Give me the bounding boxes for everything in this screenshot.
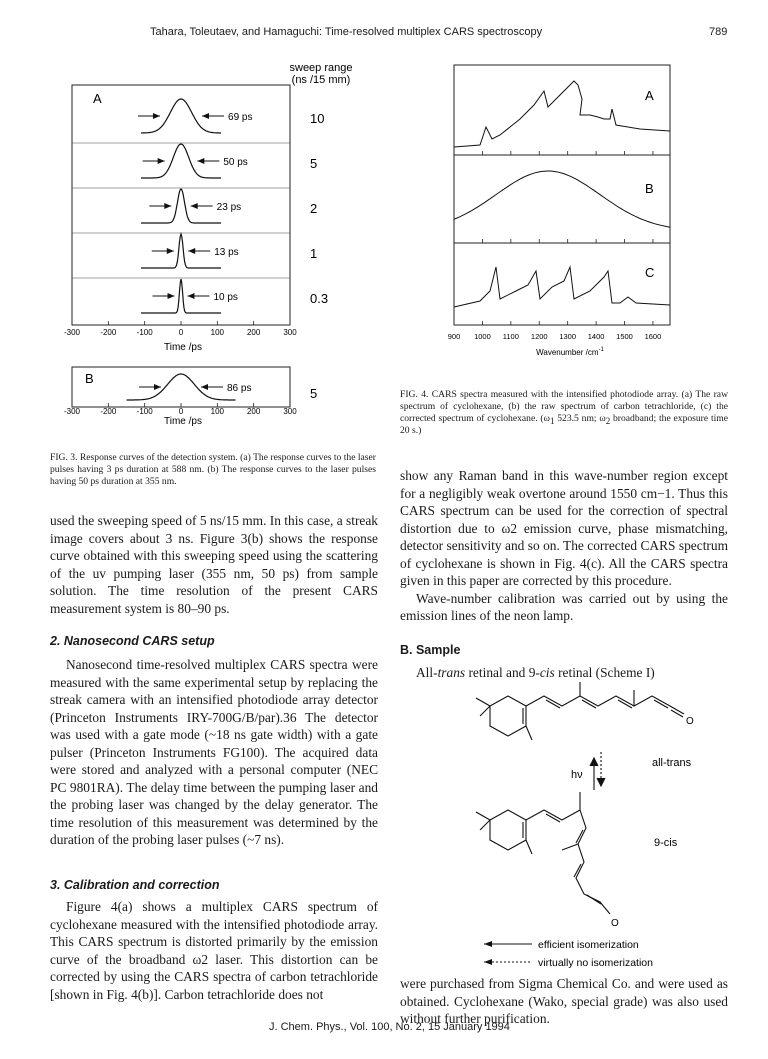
trace-label: 50 ps bbox=[223, 157, 248, 168]
right-para-3: were purchased from Sigma Chemical Co. and were used as obtained. Cyclohexane (Wako, special grade) was also used without further purification. bbox=[400, 976, 728, 1026]
panel-b-x-ticks bbox=[64, 403, 297, 416]
fig4-tick-label: 1400 bbox=[587, 332, 605, 341]
x-tick-label: 200 bbox=[246, 328, 261, 337]
spectrum-c bbox=[454, 267, 670, 307]
sweep-value: 0.3 bbox=[310, 291, 329, 306]
left-para-3: Figure 4(a) shows a multiplex CARS spectrum of cyclohexane measured with the intensified photodiode array. This CARS spectrum is distorted primarily by the emission curve of the broadband ω2 laser. This distortion can be corrected by using the CARS spectra of carbon tetrachloride [shown in Fig. 4(b)]. Carbon tetrachloride does not bbox=[50, 899, 378, 1002]
section-b-title: B. Sample bbox=[400, 643, 461, 657]
sweep-value: 1 bbox=[310, 246, 318, 261]
figure-3 bbox=[55, 55, 375, 435]
fig4-x-label: Wavenumber $/cm^{-1}$ bbox=[536, 347, 604, 357]
panel-b-frame bbox=[72, 367, 290, 407]
left-arrowhead bbox=[153, 113, 160, 119]
fig4-panel-c-frame bbox=[454, 243, 670, 325]
trace-label: 13 ps bbox=[214, 247, 239, 258]
trace-label: 69 ps bbox=[228, 112, 253, 123]
o-label-bottom: O bbox=[611, 918, 619, 929]
fig4-tick-label: 1100 bbox=[502, 332, 519, 341]
all-trans-ring bbox=[490, 696, 526, 736]
sample-line: All-trans retinal and 9-cis retinal (Scheme I) bbox=[416, 665, 655, 680]
figure-4-caption: FIG. 4. CARS spectra measured with the intensified photodiode array. (a) The raw spectrum of cyclohexane, (b) the raw spectrum of carbon tetrachloride, (c) the corrected spectrum of cyclohexane. ($\omega_1$ 523.5 nm; $\omega_2$ broadband; the exposure time 20 s.) bbox=[400, 389, 729, 436]
left-para-1: used the sweeping speed of 5 ns/15 mm. In this case, a streak image covers about 3 ns. Figure 3(b) shows the response curve obtained with this sweeping speed using the scattering of the uv pumping laser (355 nm, 50 ps) from sample solution. The time resolution of the present CARS measurement system is 80–90 ps. bbox=[50, 513, 378, 616]
fig4-label-a: A bbox=[645, 88, 654, 103]
left-arrowhead bbox=[158, 158, 165, 164]
fig4-panel-a-frame bbox=[454, 65, 670, 155]
all-trans-chain bbox=[526, 696, 684, 714]
fig4-tick-label: 1600 bbox=[644, 332, 662, 341]
right-arrowhead bbox=[187, 293, 194, 299]
x-tick-label: 0 bbox=[178, 328, 184, 337]
section-2-title: 2. Nanosecond CARS setup bbox=[50, 634, 215, 648]
fig4-panel-b-frame bbox=[454, 155, 670, 243]
x-tick-label: 300 bbox=[283, 328, 297, 337]
section-3-title: 3. Calibration and correction bbox=[50, 878, 220, 892]
legend-virtually: virtually no isomerization bbox=[538, 957, 653, 969]
left-arrowhead bbox=[164, 203, 171, 209]
fig4-tick-label: 1500 bbox=[616, 332, 633, 341]
running-header: Tahara, Toleutaev, and Hamaguchi: Time-resolved multiplex CARS spectroscopy bbox=[150, 26, 543, 38]
left-para-2: Nanosecond time-resolved multiplex CARS spectra were measured with the same experimental setup by replacing the streak camera with an intensified photodiode array detector (Princeton Instruments IRY-700G/B/par).36 The detector was used with a gate mode (~18 ns gate width) with a gate pulser (Princeton Instruments FG100). The acquired data were stored and analyzed with a personal computer (NEC PC 9801RA). The delay time between the pumping laser and the probing laser was changed by the delay generator. The time resolution of this measurement was determined by the duration of the probing laser pulses (~7 ns). bbox=[50, 657, 378, 847]
right-arrowhead bbox=[202, 113, 209, 119]
x-tick-label: -200 bbox=[100, 328, 117, 337]
x-tick-label: 200 bbox=[246, 407, 261, 416]
right-arrowhead bbox=[197, 158, 204, 164]
figure-3-caption: FIG. 3. Response curves of the detection system. (a) The response curves to the laser pulses having 3 ps duration at 588 nm. (b) The response curves to the laser pulses having 50 ps duration at 355 nm. bbox=[50, 452, 376, 487]
spectrum-b bbox=[454, 171, 670, 227]
x-tick-label: 100 bbox=[210, 328, 225, 337]
sweep-range-title: sweep range bbox=[289, 62, 353, 74]
figure-4 bbox=[440, 55, 690, 370]
9-cis-label: 9-cis bbox=[654, 837, 678, 849]
right-arrowhead bbox=[188, 248, 195, 254]
trace-label: 23 ps bbox=[216, 202, 242, 213]
trace-b-sweep: 5 bbox=[310, 386, 318, 401]
trace-label: 10 ps bbox=[213, 292, 238, 303]
right-arrowhead bbox=[201, 384, 208, 390]
left-arrowhead bbox=[168, 293, 175, 299]
fig4-tick-label: 1000 bbox=[474, 332, 491, 341]
right-arrowhead bbox=[191, 203, 198, 209]
fig4-tick-label: 900 bbox=[447, 332, 461, 341]
sweep-value: 10 bbox=[310, 111, 325, 126]
hv-label: hν bbox=[571, 769, 583, 781]
page-number: 789 bbox=[709, 26, 728, 38]
panel-a-x-ticks bbox=[64, 321, 297, 337]
panel-a-label: A bbox=[93, 91, 102, 106]
x-tick-label: -200 bbox=[100, 407, 117, 416]
left-arrowhead bbox=[167, 248, 174, 254]
fig4-tick-label: 1300 bbox=[559, 332, 577, 341]
sweep-value: 2 bbox=[310, 201, 318, 216]
o-label-top: O bbox=[686, 716, 694, 727]
panel-b-x-label: Time /ps bbox=[164, 416, 202, 427]
right-para-1: show any Raman band in this wave-number region except for a negligibly weak overtone around 1550 cm−1. Thus this CARS spectrum can be used for the correction of spectral distortion due to ω2 emission curve, phase mismatching, detector sensitivity and so on. The corrected CARS spectrum of cyclohexane is shown in Fig. 4(c). All the CARS spectra given in this paper are corrected by this procedure. Wave-number calibration was carried out by using the emission lines of the neon lamp. bbox=[400, 468, 728, 623]
x-tick-label: -300 bbox=[63, 328, 81, 337]
x-tick-label: 100 bbox=[210, 407, 225, 416]
fig4-label-c: C bbox=[645, 265, 655, 280]
legend-efficient: efficient isomerization bbox=[538, 939, 639, 951]
panel-a-x-label: Time /ps bbox=[164, 342, 202, 353]
panel-b-label: B bbox=[85, 371, 94, 386]
fig4-tick-label: 1200 bbox=[530, 332, 548, 341]
cis-ring bbox=[490, 810, 526, 850]
x-tick-label: -100 bbox=[136, 328, 153, 337]
sweep-range-units: (ns /15 mm) bbox=[291, 74, 351, 86]
panel-b-trace bbox=[127, 374, 318, 401]
x-tick-label: 300 bbox=[283, 407, 297, 416]
scheme-legend bbox=[478, 936, 718, 970]
scheme-retinal bbox=[470, 682, 710, 932]
spectrum-a bbox=[454, 81, 670, 147]
trace-b-label: 86 ps bbox=[227, 383, 252, 394]
all-trans-label: all-trans bbox=[652, 757, 692, 769]
x-tick-label: 0 bbox=[178, 407, 184, 416]
fig4-spectra bbox=[454, 81, 670, 307]
cis-chain bbox=[526, 792, 580, 820]
fig4-x-ticks bbox=[448, 151, 662, 341]
journal-footer: J. Chem. Phys., Vol. 100, No. 2, 15 January 1994 bbox=[269, 1021, 510, 1033]
x-tick-label: -100 bbox=[136, 407, 153, 416]
fig4-label-b: B bbox=[645, 181, 654, 196]
left-arrowhead bbox=[154, 384, 161, 390]
panel-a-frame bbox=[72, 85, 290, 325]
sweep-value: 5 bbox=[310, 156, 318, 171]
x-tick-label: -300 bbox=[63, 407, 81, 416]
